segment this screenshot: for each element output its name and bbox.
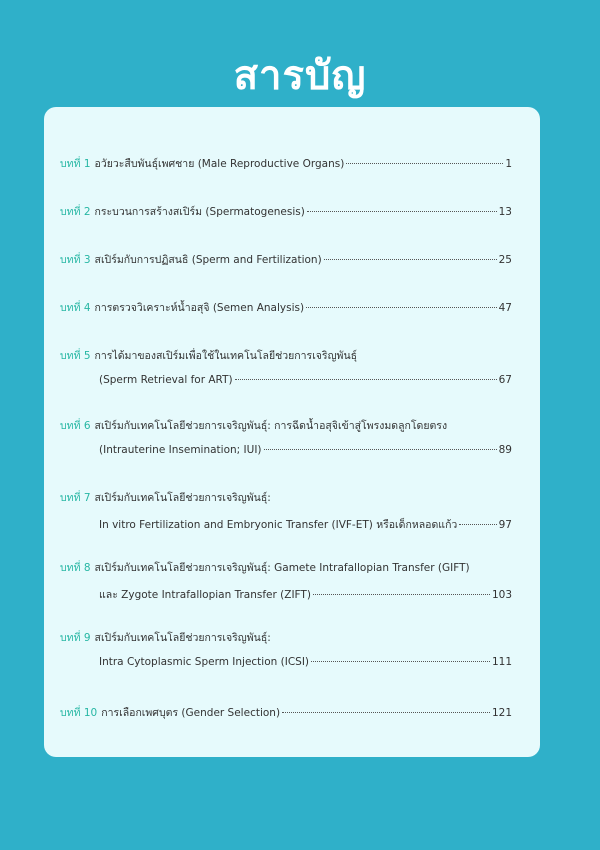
chapter-label: บทที่ 1 bbox=[60, 158, 91, 170]
chapter-label: บทที่ 9 bbox=[60, 632, 91, 644]
chapter-title: อวัยวะสืบพันธุ์เพศชาย (Male Reproductive Organs) bbox=[94, 158, 345, 170]
chapter-label: บทที่ 4 bbox=[60, 302, 91, 314]
chapter-title-continued: Intra Cytoplasmic Sperm Injection (ICSI) bbox=[99, 656, 310, 668]
chapter-label: บทที่ 3 bbox=[60, 254, 91, 266]
toc-line bbox=[60, 347, 512, 367]
toc-line bbox=[60, 489, 512, 509]
chapter-title: สเปิร์มกับการปฏิสนธิ (Sperm and Fertilization) bbox=[94, 254, 322, 266]
chapter-title: สเปิร์มกับเทคโนโลยีช่วยการเจริญพันธุ์: bbox=[94, 492, 271, 504]
dot-leader bbox=[459, 524, 496, 525]
chapter-title: การเลือกเพศบุตร (Gender Selection) bbox=[101, 707, 281, 719]
chapter-title-continued: และ Zygote Intrafallopian Transfer (ZIFT) bbox=[99, 589, 311, 601]
dot-leader bbox=[306, 307, 497, 308]
page-title: สารบัญ bbox=[233, 53, 367, 99]
dot-leader bbox=[311, 661, 490, 662]
toc-line-continued bbox=[99, 374, 512, 394]
chapter-title: สเปิร์มกับเทคโนโลยีช่วยการเจริญพันธุ์: bbox=[94, 632, 271, 644]
page-number: 97 bbox=[498, 519, 512, 531]
toc-line bbox=[60, 629, 512, 649]
dot-leader bbox=[346, 163, 503, 164]
toc-line bbox=[60, 704, 512, 724]
toc-line-continued bbox=[99, 516, 512, 536]
dot-leader bbox=[324, 259, 497, 260]
toc-line bbox=[60, 203, 512, 223]
chapter-label: บทที่ 7 bbox=[60, 492, 91, 504]
page-number: 67 bbox=[498, 374, 512, 386]
chapter-label: บทที่ 5 bbox=[60, 350, 91, 362]
chapter-title: สเปิร์มกับเทคโนโลยีช่วยการเจริญพันธุ์: Gamete Intrafallopian Transfer (GIFT) bbox=[94, 562, 470, 574]
toc-line bbox=[60, 417, 512, 437]
dot-leader bbox=[307, 211, 497, 212]
toc-line-continued bbox=[99, 586, 512, 606]
chapter-label: บทที่ 6 bbox=[60, 420, 91, 432]
page-number: 25 bbox=[498, 254, 512, 266]
chapter-title: การตรวจวิเคราะห์น้ำอสุจิ (Semen Analysis) bbox=[94, 302, 305, 314]
toc-line-continued bbox=[99, 444, 512, 464]
page-number: 89 bbox=[498, 444, 512, 456]
page-number: 13 bbox=[498, 206, 512, 218]
chapter-title-continued: In vitro Fertilization and Embryonic Transfer (IVF-ET) หรือเด็กหลอดแก้ว bbox=[99, 519, 458, 531]
chapter-label: บทที่ 8 bbox=[60, 562, 91, 574]
chapter-label: บทที่ 10 bbox=[60, 707, 98, 719]
page-number: 111 bbox=[491, 656, 512, 668]
toc-line bbox=[60, 155, 512, 175]
toc-line bbox=[60, 251, 512, 271]
toc-line bbox=[60, 299, 512, 319]
toc-line-continued bbox=[99, 656, 512, 676]
dot-leader bbox=[264, 449, 497, 450]
chapter-title-continued: (Sperm Retrieval for ART) bbox=[99, 374, 233, 386]
page-number: 121 bbox=[491, 707, 512, 719]
toc-line bbox=[60, 559, 512, 579]
page-number: 103 bbox=[491, 589, 512, 601]
dot-leader bbox=[235, 379, 497, 380]
chapter-title: การได้มาของสเปิร์มเพื่อใช้ในเทคโนโลยีช่วยการเจริญพันธุ์ bbox=[94, 350, 358, 362]
chapter-label: บทที่ 2 bbox=[60, 206, 91, 218]
page-number: 47 bbox=[498, 302, 512, 314]
dot-leader bbox=[313, 594, 490, 595]
chapter-title: สเปิร์มกับเทคโนโลยีช่วยการเจริญพันธุ์: การฉีดน้ำอสุจิเข้าสู่โพรงมดลูกโดยตรง bbox=[94, 420, 448, 432]
page-number: 1 bbox=[505, 158, 512, 170]
chapter-title: กระบวนการสร้างสเปิร์ม (Spermatogenesis) bbox=[94, 206, 305, 218]
dot-leader bbox=[282, 712, 490, 713]
toc-card bbox=[44, 107, 540, 757]
chapter-title-continued: (Intrauterine Insemination; IUI) bbox=[99, 444, 262, 456]
